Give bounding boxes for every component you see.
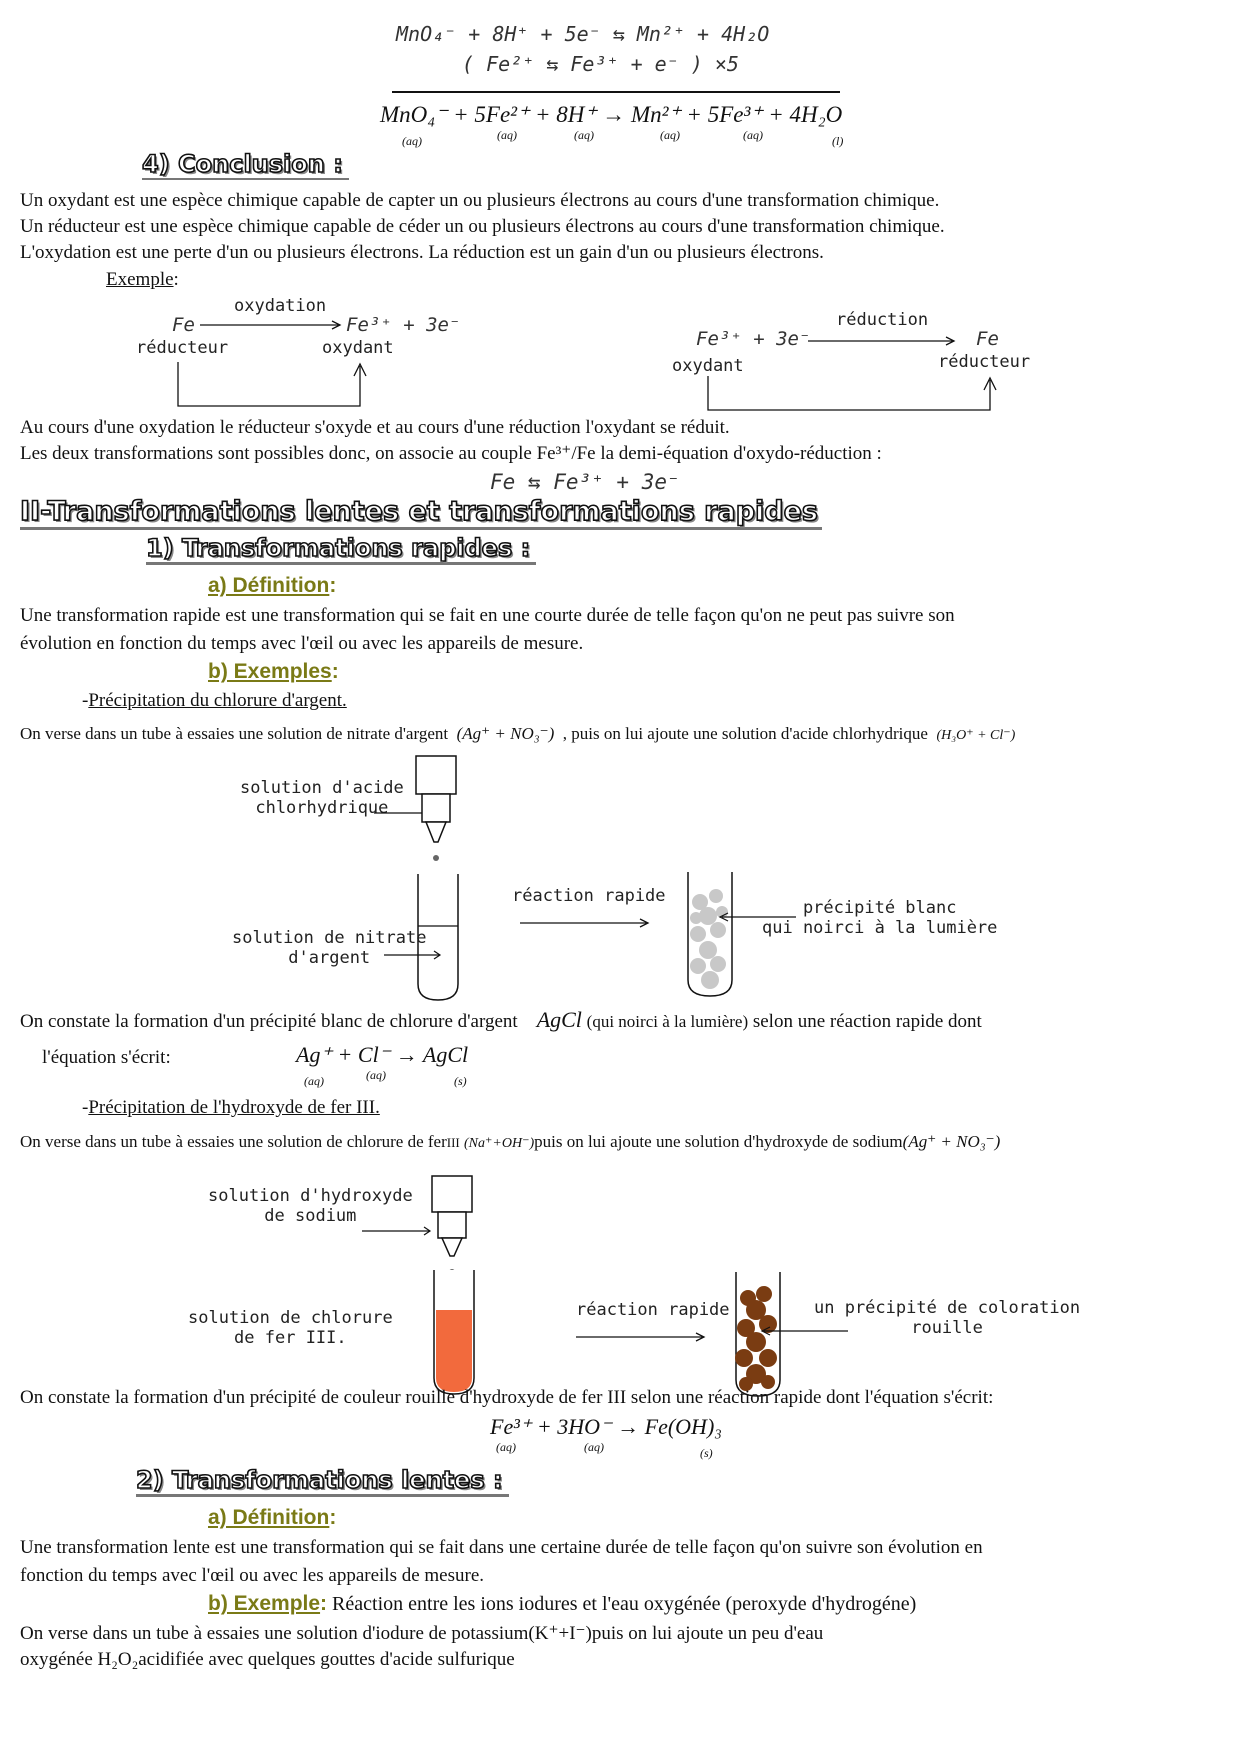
ox-left-role: réducteur [136, 338, 229, 358]
ex1-eq-label: l'équation s'écrit: [42, 1047, 171, 1068]
red-right-role: réducteur [938, 352, 1031, 372]
state-label: (aq) [743, 128, 763, 142]
rapid-def-line: évolution en fonction du temps avec l'œil ou avec les appareils de mesure. [20, 633, 584, 654]
label-precipitate: précipité blanc qui noirci à la lumière [762, 898, 998, 938]
ox-loop-arrow [176, 362, 376, 412]
red-arrow [808, 336, 958, 346]
test-tube-fecl3 [430, 1270, 480, 1400]
test-tube-precipitate [682, 872, 742, 1002]
dropper [412, 756, 462, 866]
ox-arrow [200, 320, 346, 330]
red-loop-arrow [706, 376, 1006, 416]
label-nitrate: solution de nitrate d'argent [232, 928, 427, 968]
half-equation: Fe ⇆ Fe³⁺ + 3e⁻ [490, 470, 680, 494]
example-label: Exemple: [106, 269, 179, 290]
slow-def-label: a) Définition: [208, 1506, 337, 1529]
label-rust-precipitate: un précipité de coloration rouille [814, 1298, 1081, 1338]
ox-arrow-label: oxydation [234, 296, 327, 316]
state-label: (s) [700, 1446, 713, 1460]
state-label: (aq) [574, 128, 594, 142]
ox-right-role: oxydant [322, 338, 394, 358]
slow-title: 2) Transformations lentes : [136, 1466, 509, 1497]
ex1-text: On verse dans un tube à essaies une solution de nitrate d'argent (Ag⁺ + NO₃⁻) , puis on lui ajoute une solution d'acide chlorhydrique (H₃O⁺ + Cl⁻) [20, 724, 1016, 743]
label-reaction-rapide: réaction rapide [512, 886, 666, 906]
rapid-title: 1) Transformations rapides : [146, 534, 536, 565]
reaction-arrow [520, 918, 652, 928]
label-fecl3: solution de chlorure de fer III. [188, 1308, 393, 1348]
red-left-species: Fe³⁺ + 3e⁻ [696, 328, 811, 350]
state-label: (s) [454, 1074, 467, 1088]
ex2-equation: Fe³⁺ + 3HO⁻ → Fe(OH)₃ [490, 1414, 722, 1439]
red-arrow-label: réduction [836, 310, 929, 330]
rapid-def-label: a) Définition: [208, 574, 337, 597]
ex1-equation: Ag⁺ + Cl⁻ → AgCl [296, 1042, 469, 1067]
redox-half-eq-fe: ( Fe²⁺ ⇆ Fe³⁺ + e⁻ ) ×5 [462, 52, 739, 76]
conclusion-title: 4) Conclusion : [142, 150, 349, 180]
section2-title: II-Transformations lentes et transformations rapides [20, 496, 822, 530]
slow-text-line: On verse dans un tube à essaies une solution d'iodure de potassium(K⁺+I⁻)puis on lui ajoute un peu d'eau [20, 1623, 824, 1644]
fraction-bar [392, 90, 840, 94]
rapid-def-line: Une transformation rapide est une transformation qui se fait en une courte durée de telle façon qu'on ne peut pas suivre son [20, 605, 955, 626]
label-naoh: solution d'hydroxyde de sodium [208, 1186, 413, 1226]
ex2-observation: On constate la formation d'un précipité de couleur rouille d'hydroxyde de fer III selon une réaction rapide dont l'équation s'écrit: [20, 1387, 994, 1408]
red-right-species: Fe [976, 328, 999, 350]
state-label: (aq) [584, 1440, 604, 1454]
ox-left-species: Fe [172, 314, 195, 336]
ex2-text: On verse dans un tube à essaies une solution de chlorure de ferIII (Na⁺+OH⁻)puis on lui ajoute une solution d'hydroxyde de sodium(Ag⁺ + NO₃⁻) [20, 1132, 1001, 1151]
ex1-title: -Précipitation du chlorure d'argent. [82, 690, 347, 711]
red-left-role: oxydant [672, 356, 744, 376]
reaction-arrow [576, 1332, 708, 1342]
state-label: (aq) [497, 128, 517, 142]
conclusion-after-line: Au cours d'une oxydation le réducteur s'oxyde et au cours d'une réduction l'oxydant se réduit. [20, 417, 730, 438]
conclusion-line: L'oxydation est une perte d'un ou plusieurs électrons. La réduction est un gain d'un ou plusieurs électrons. [20, 242, 824, 263]
rapid-examples-label: b) Exemples: [208, 660, 339, 683]
redox-half-eq-mn: MnO₄⁻ + 8H⁺ + 5e⁻ ⇆ Mn²⁺ + 4H₂O [396, 22, 770, 46]
state-label: (aq) [496, 1440, 516, 1454]
slow-def-line: Une transformation lente est une transformation qui se fait dans une certaine durée de telle façon qu'on suivre son évolution en [20, 1537, 983, 1558]
ox-right-species: Fe³⁺ + 3e⁻ [346, 314, 461, 336]
ex1-observation: On constate la formation d'un précipité blanc de chlorure d'argent AgCl (qui noirci à la lumière) selon une réaction rapide dont [20, 1007, 982, 1032]
label-pointer [384, 950, 444, 960]
slow-example: b) Exemple: Réaction entre les ions iodures et l'eau oxygénée (peroxyde d'hydrogéne) [208, 1592, 917, 1615]
label-reaction-rapide: réaction rapide [576, 1300, 730, 1320]
state-label: (aq) [660, 128, 680, 142]
state-label: (aq) [402, 134, 422, 148]
state-label: (l) [832, 134, 844, 148]
slow-def-line: fonction du temps avec l'œil ou avec les appareils de mesure. [20, 1565, 485, 1586]
test-tube-rust-precipitate [730, 1272, 790, 1402]
slow-text-line: oxygénée H₂O₂acidifiée avec quelques gouttes d'acide sulfurique [20, 1649, 515, 1670]
conclusion-line: Un oxydant est une espèce chimique capable de capter un ou plusieurs électrons au cours d'une transformation chimique. [20, 190, 940, 211]
conclusion-line: Un réducteur est une espèce chimique capable de céder un ou plusieurs électrons au cours d'une transformation chimique. [20, 216, 945, 237]
label-pointer [362, 1226, 434, 1236]
state-label: (aq) [304, 1074, 324, 1088]
state-label: (aq) [366, 1068, 386, 1082]
label-acid: solution d'acide chlorhydrique [240, 778, 404, 818]
conclusion-after-line: Les deux transformations sont possibles donc, on associe au couple Fe³⁺/Fe la demi-équation d'oxydo-réduction : [20, 443, 882, 464]
ex2-title: -Précipitation de l'hydroxyde de fer III. [82, 1097, 380, 1118]
global-redox-equation: MnO₄⁻ + 5Fe²⁺ + 8H⁺ → Mn²⁺ + 5Fe³⁺ + 4H₂O [380, 102, 843, 127]
